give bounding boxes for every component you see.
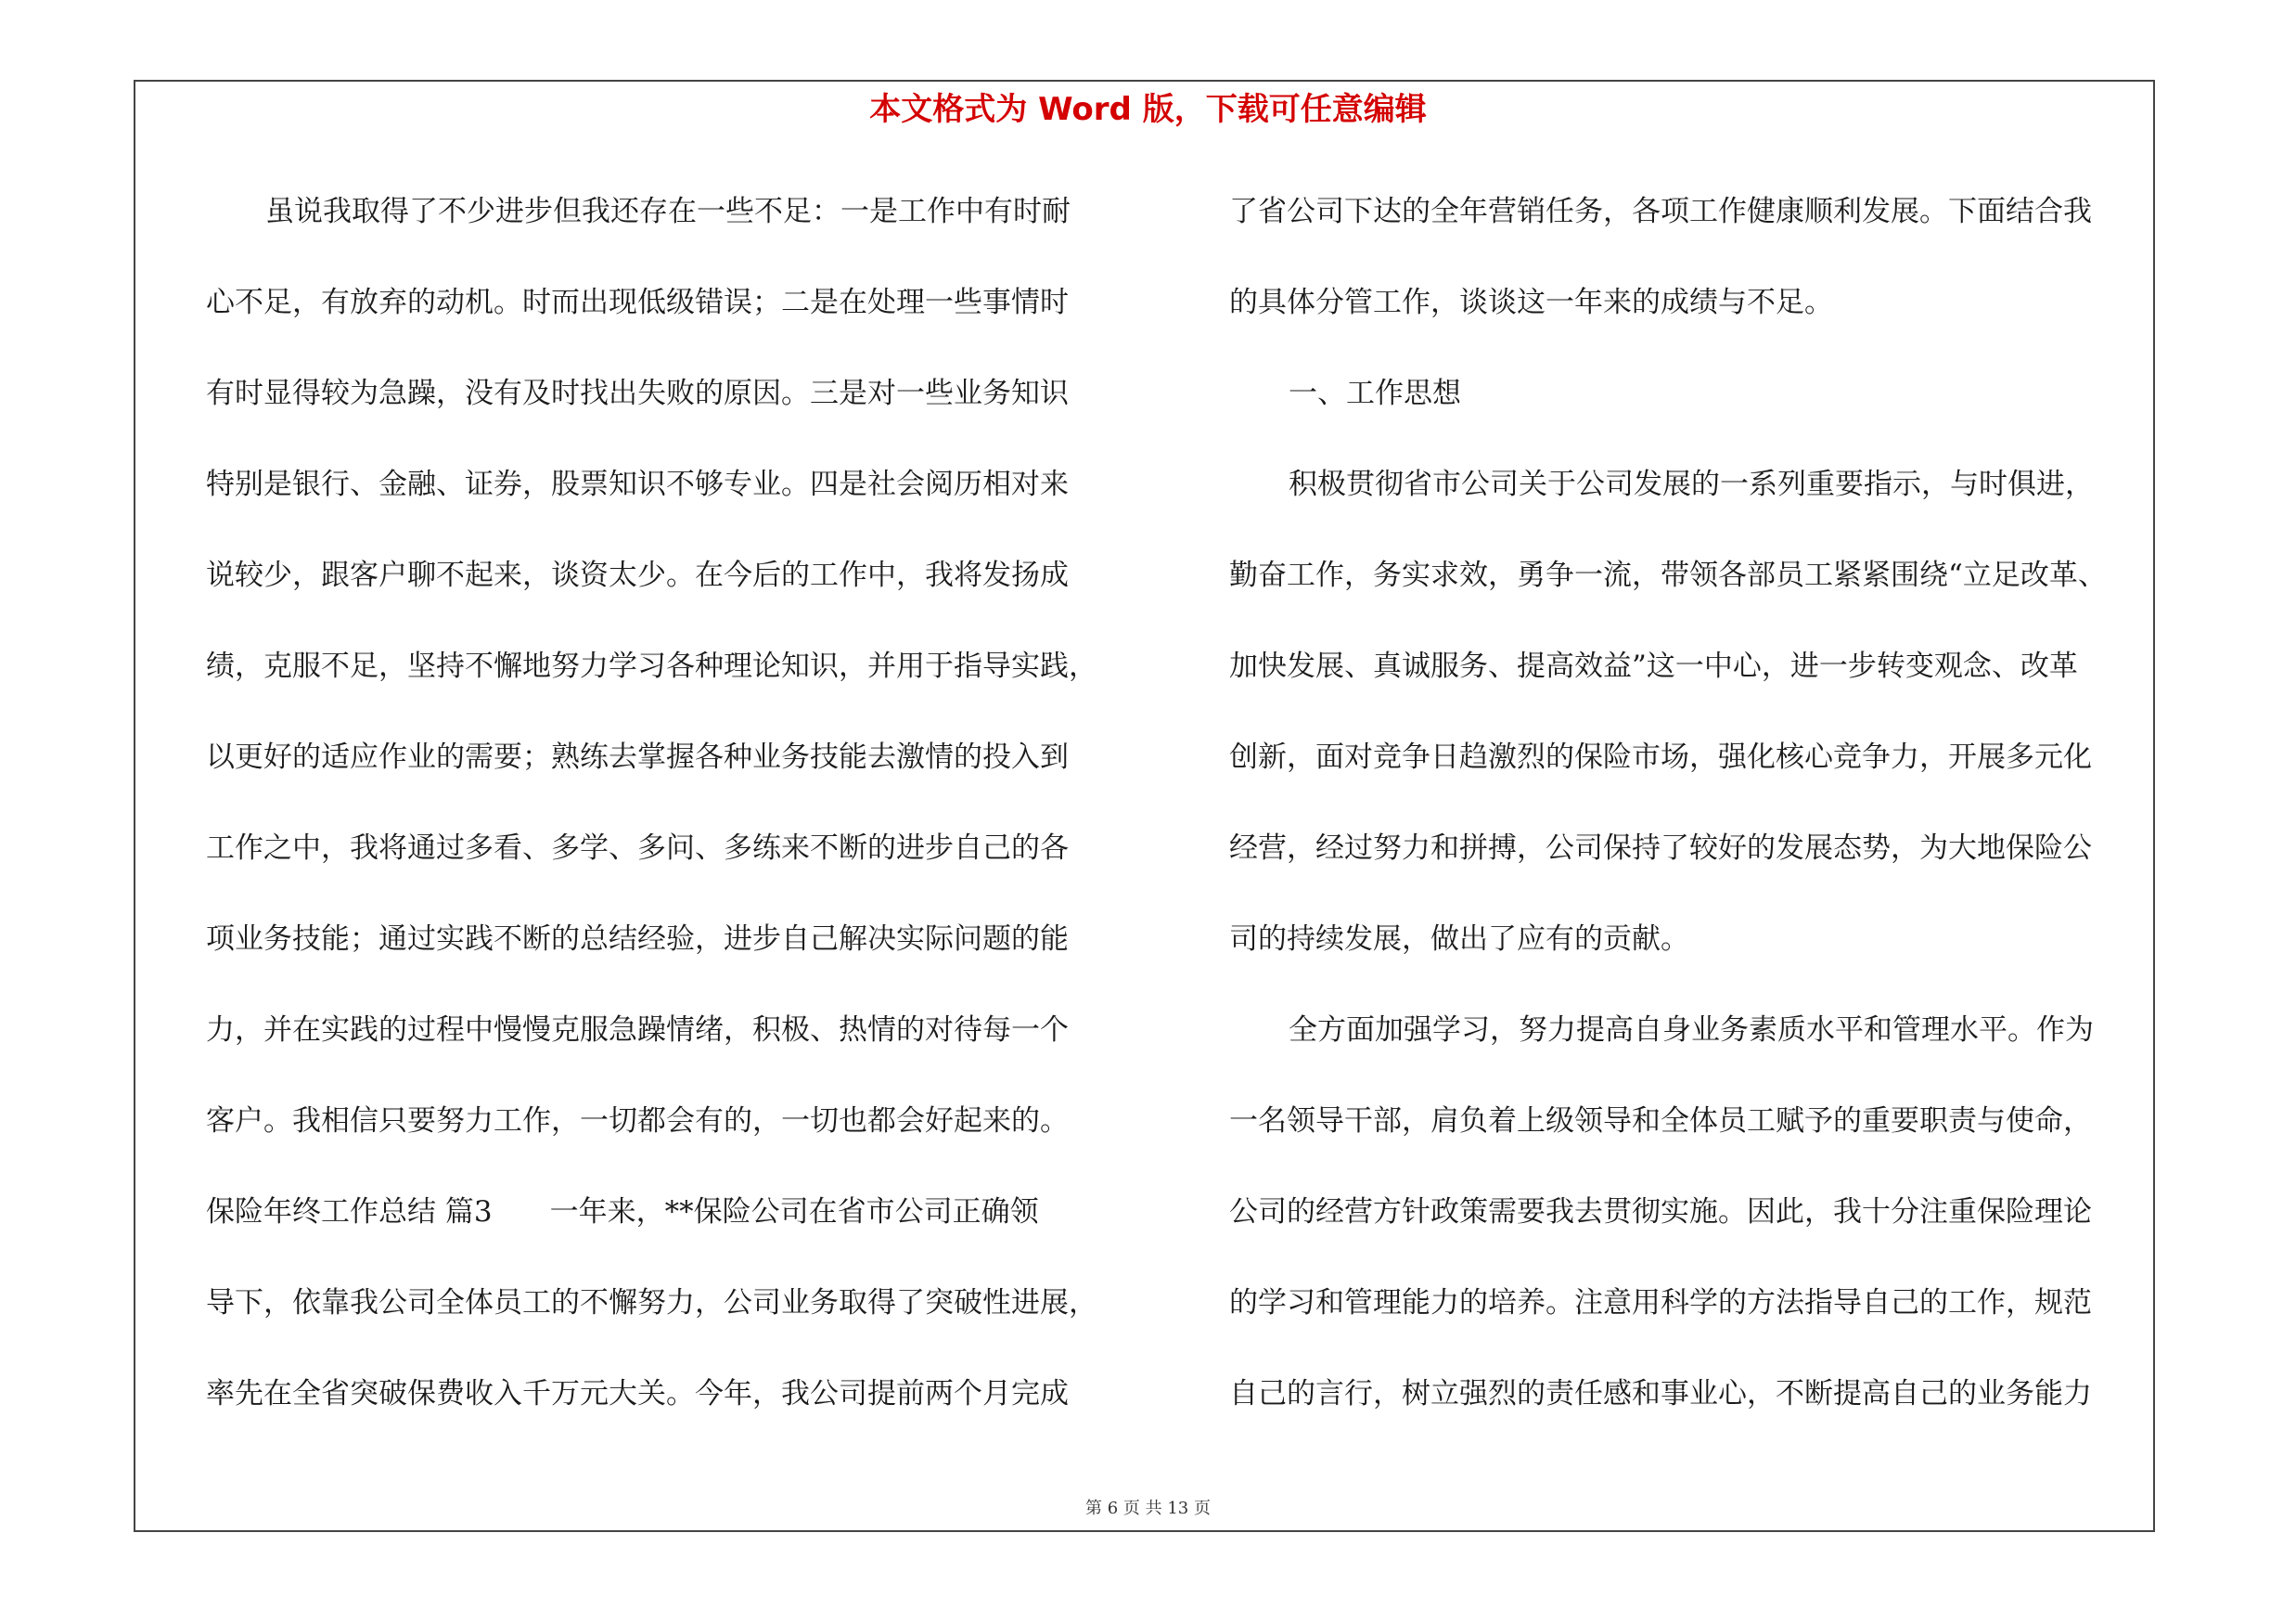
format-banner: 本文格式为 Word 版，下载可任意编辑	[869, 91, 1427, 128]
text-line: 力，并在实践的过程中慢慢克服急躁情绪，积极、热情的对待每一个	[206, 1013, 1069, 1047]
text-line: 以更好的适应作业的需要；熟练去掌握各种业务技能去激情的投入到	[206, 741, 1069, 774]
text-line: 心不足，有放弃的动机。时而出现低级错误；二是在处理一些事情时	[206, 286, 1069, 319]
text-line: 加快发展、真诚服务、提高效益”这一中心，进一步转变观念、改革	[1229, 650, 2078, 683]
text-line: 的具体分管工作，谈谈这一年来的成绩与不足。	[1229, 286, 1833, 319]
text-line: 一名领导干部，肩负着上级领导和全体员工赋予的重要职责与使命，	[1229, 1104, 2092, 1138]
text-line: 经营，经过努力和拼搏，公司保持了较好的发展态势，为大地保险公	[1229, 831, 2092, 865]
text-line: 积极贯彻省市公司关于公司发展的一系列重要指示，与时俱进，	[1289, 468, 2094, 501]
text-line: 特别是银行、金融、证券，股票知识不够专业。四是社会阅历相对来	[206, 468, 1069, 501]
text-line: 司的持续发展，做出了应有的贡献。	[1229, 922, 1689, 956]
section-heading: 一、工作思想	[1289, 377, 1461, 410]
text-line: 客户。我相信只要努力工作，一切都会有的，一切也都会好起来的。	[206, 1104, 1069, 1138]
text-line: 自己的言行，树立强烈的责任感和事业心，不断提高自己的业务能力	[1229, 1377, 2092, 1410]
text-line: 工作之中，我将通过多看、多学、多问、多练来不断的进步自己的各	[206, 831, 1069, 865]
text-line: 虽说我取得了不少进步但我还存在一些不足：一是工作中有时耐	[265, 195, 1071, 228]
text-line: 创新，面对竞争日趋激烈的保险市场，强化核心竞争力，开展多元化	[1229, 741, 2092, 774]
text-line: 说较少，跟客户聊不起来，谈资太少。在今后的工作中，我将发扬成	[206, 559, 1069, 592]
section-heading-line: 保险年终工作总结 篇3 一年来，**保险公司在省市公司正确领	[206, 1195, 1039, 1229]
text-line: 项业务技能；通过实践不断的总结经验，进步自己解决实际问题的能	[206, 922, 1069, 956]
right-column	[1229, 184, 2161, 1457]
text-line: 了省公司下达的全年营销任务，各项工作健康顺利发展。下面结合我	[1229, 195, 2092, 228]
page-number: 第 6 页 共 13 页	[1085, 1499, 1211, 1518]
text-line: 全方面加强学习，努力提高自身业务素质水平和管理水平。作为	[1289, 1013, 2094, 1047]
left-column	[206, 184, 1134, 1457]
text-line: 有时显得较为急躁，没有及时找出失败的原因。三是对一些业务知识	[206, 377, 1069, 410]
text-line: 绩，克服不足，坚持不懈地努力学习各种理论知识，并用于指导实践，	[206, 650, 1097, 683]
text-line: 勤奋工作，务实求效，勇争一流，带领各部员工紧紧围绕“立足改革、	[1229, 559, 2107, 592]
text-line: 公司的经营方针政策需要我去贯彻实施。因此，我十分注重保险理论	[1229, 1195, 2092, 1229]
text-line: 的学习和管理能力的培养。注意用科学的方法指导自己的工作，规范	[1229, 1286, 2092, 1320]
text-line: 率先在全省突破保费收入千万元大关。今年，我公司提前两个月完成	[206, 1377, 1069, 1410]
text-line: 导下，依靠我公司全体员工的不懈努力，公司业务取得了突破性进展，	[206, 1286, 1097, 1320]
